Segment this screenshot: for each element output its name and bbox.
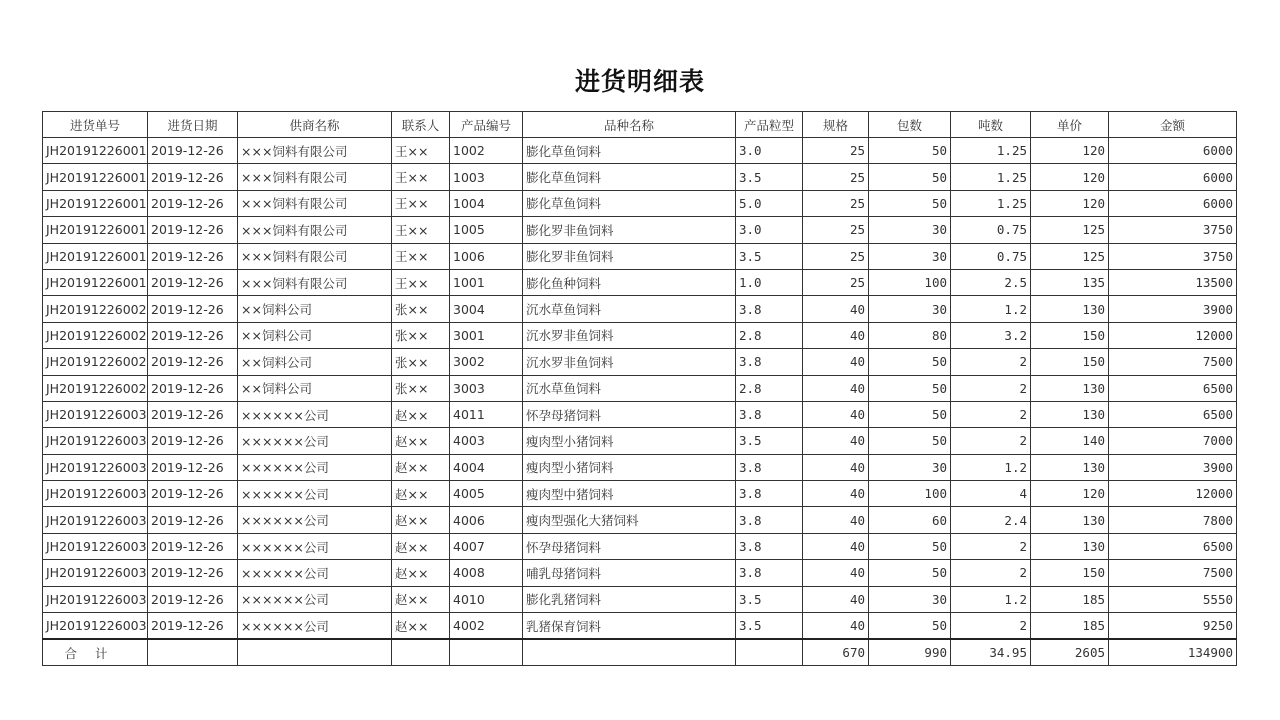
cell-variety[interactable]: 怀孕母猪饲料 <box>523 533 736 559</box>
cell-order-no[interactable]: JH20191226003 <box>43 533 148 559</box>
cell-spec[interactable]: 40 <box>803 375 869 401</box>
cell-date[interactable]: 2019-12-26 <box>148 454 238 480</box>
cell-amount[interactable]: 3750 <box>1109 243 1237 269</box>
cell-packs[interactable]: 50 <box>869 349 951 375</box>
cell-packs[interactable]: 30 <box>869 454 951 480</box>
cell-packs[interactable]: 50 <box>869 138 951 164</box>
cell-packs[interactable]: 60 <box>869 507 951 533</box>
cell-spec[interactable]: 40 <box>803 533 869 559</box>
cell-date[interactable]: 2019-12-26 <box>148 217 238 243</box>
header-amount[interactable]: 金额 <box>1109 112 1237 138</box>
cell-contact[interactable]: 赵×× <box>392 586 450 612</box>
table-row <box>43 269 1237 295</box>
cell-spec[interactable]: 40 <box>803 481 869 507</box>
cell-variety[interactable]: 怀孕母猪饲料 <box>523 401 736 427</box>
cell-packs[interactable]: 100 <box>869 481 951 507</box>
cell-order-no[interactable]: JH20191226002 <box>43 349 148 375</box>
cell-date[interactable]: 2019-12-26 <box>148 560 238 586</box>
cell-amount[interactable]: 12000 <box>1109 481 1237 507</box>
cell-supplier[interactable]: ××××××公司 <box>238 507 392 533</box>
cell-variety[interactable]: 膨化乳猪饲料 <box>523 586 736 612</box>
cell-spec[interactable]: 40 <box>803 322 869 348</box>
cell-order-no[interactable]: JH20191226003 <box>43 401 148 427</box>
cell-unit-price[interactable]: 125 <box>1031 217 1109 243</box>
total-spec[interactable]: 670 <box>803 639 869 666</box>
cell-spec[interactable]: 40 <box>803 560 869 586</box>
table-row <box>43 217 1237 243</box>
table-row <box>43 428 1237 454</box>
cell-date[interactable]: 2019-12-26 <box>148 322 238 348</box>
cell-pellet-size[interactable]: 3.8 <box>736 296 803 322</box>
header-variety[interactable]: 品种名称 <box>523 112 736 138</box>
cell-pellet-size[interactable]: 3.8 <box>736 349 803 375</box>
cell-pellet-size[interactable]: 3.5 <box>736 243 803 269</box>
cell-unit-price[interactable]: 185 <box>1031 586 1109 612</box>
cell-variety[interactable]: 膨化草鱼饲料 <box>523 138 736 164</box>
cell-tons[interactable]: 2.4 <box>951 507 1031 533</box>
cell-date[interactable]: 2019-12-26 <box>148 481 238 507</box>
cell-unit-price[interactable]: 130 <box>1031 533 1109 559</box>
cell-product-code[interactable]: 1006 <box>450 243 523 269</box>
cell-product-code[interactable]: 4002 <box>450 613 523 640</box>
cell-spec[interactable]: 40 <box>803 586 869 612</box>
cell-unit-price[interactable]: 150 <box>1031 322 1109 348</box>
cell-amount[interactable]: 6000 <box>1109 138 1237 164</box>
purchase-detail-table <box>42 111 1237 666</box>
cell-contact[interactable]: 赵×× <box>392 613 450 640</box>
cell-product-code[interactable]: 3001 <box>450 322 523 348</box>
cell-product-code[interactable]: 1003 <box>450 164 523 190</box>
cell-supplier[interactable]: ×××饲料有限公司 <box>238 190 392 216</box>
cell-amount[interactable]: 6500 <box>1109 401 1237 427</box>
total-cell-empty[interactable] <box>736 639 803 666</box>
cell-product-code[interactable]: 4011 <box>450 401 523 427</box>
cell-tons[interactable]: 4 <box>951 481 1031 507</box>
cell-amount[interactable]: 6500 <box>1109 533 1237 559</box>
cell-tons[interactable]: 0.75 <box>951 217 1031 243</box>
cell-date[interactable]: 2019-12-26 <box>148 296 238 322</box>
cell-pellet-size[interactable]: 5.0 <box>736 190 803 216</box>
cell-contact[interactable]: 张×× <box>392 375 450 401</box>
cell-order-no[interactable]: JH20191226003 <box>43 428 148 454</box>
cell-contact[interactable]: 赵×× <box>392 481 450 507</box>
cell-product-code[interactable]: 4007 <box>450 533 523 559</box>
table-row <box>43 454 1237 480</box>
cell-spec[interactable]: 25 <box>803 190 869 216</box>
cell-pellet-size[interactable]: 3.0 <box>736 217 803 243</box>
cell-amount[interactable]: 3900 <box>1109 296 1237 322</box>
cell-order-no[interactable]: JH20191226003 <box>43 481 148 507</box>
cell-amount[interactable]: 7000 <box>1109 428 1237 454</box>
cell-contact[interactable]: 赵×× <box>392 454 450 480</box>
cell-contact[interactable]: 张×× <box>392 296 450 322</box>
table-row <box>43 138 1237 164</box>
cell-unit-price[interactable]: 120 <box>1031 481 1109 507</box>
cell-spec[interactable]: 40 <box>803 428 869 454</box>
cell-supplier[interactable]: ××××××公司 <box>238 401 392 427</box>
total-label[interactable]: 合计 <box>43 639 148 666</box>
table-row <box>43 164 1237 190</box>
cell-variety[interactable]: 膨化草鱼饲料 <box>523 164 736 190</box>
cell-amount[interactable]: 6000 <box>1109 164 1237 190</box>
cell-packs[interactable]: 50 <box>869 560 951 586</box>
cell-supplier[interactable]: ××××××公司 <box>238 481 392 507</box>
cell-order-no[interactable]: JH20191226003 <box>43 560 148 586</box>
cell-tons[interactable]: 2 <box>951 349 1031 375</box>
cell-variety[interactable]: 沉水罗非鱼饲料 <box>523 322 736 348</box>
cell-contact[interactable]: 王×× <box>392 138 450 164</box>
total-price[interactable]: 2605 <box>1031 639 1109 666</box>
cell-supplier[interactable]: ××××××公司 <box>238 613 392 640</box>
cell-product-code[interactable]: 3004 <box>450 296 523 322</box>
cell-spec[interactable]: 25 <box>803 269 869 295</box>
cell-supplier[interactable]: ××饲料公司 <box>238 296 392 322</box>
cell-pellet-size[interactable]: 3.8 <box>736 560 803 586</box>
cell-order-no[interactable]: JH20191226001 <box>43 164 148 190</box>
cell-tons[interactable]: 1.25 <box>951 138 1031 164</box>
cell-spec[interactable]: 25 <box>803 243 869 269</box>
cell-packs[interactable]: 30 <box>869 243 951 269</box>
cell-tons[interactable]: 1.2 <box>951 454 1031 480</box>
cell-variety[interactable]: 沉水草鱼饲料 <box>523 296 736 322</box>
table-row <box>43 586 1237 612</box>
cell-unit-price[interactable]: 150 <box>1031 560 1109 586</box>
cell-pellet-size[interactable]: 3.0 <box>736 138 803 164</box>
cell-contact[interactable]: 张×× <box>392 349 450 375</box>
cell-spec[interactable]: 40 <box>803 507 869 533</box>
total-row <box>43 639 1237 666</box>
cell-unit-price[interactable]: 130 <box>1031 296 1109 322</box>
cell-spec[interactable]: 25 <box>803 138 869 164</box>
cell-order-no[interactable]: JH20191226002 <box>43 322 148 348</box>
cell-product-code[interactable]: 1002 <box>450 138 523 164</box>
cell-product-code[interactable]: 1004 <box>450 190 523 216</box>
cell-contact[interactable]: 赵×× <box>392 401 450 427</box>
cell-packs[interactable]: 80 <box>869 322 951 348</box>
cell-product-code[interactable]: 4010 <box>450 586 523 612</box>
cell-variety[interactable]: 瘦肉型强化大猪饲料 <box>523 507 736 533</box>
cell-packs[interactable]: 50 <box>869 375 951 401</box>
cell-contact[interactable]: 赵×× <box>392 507 450 533</box>
total-cell-empty[interactable] <box>148 639 238 666</box>
cell-date[interactable]: 2019-12-26 <box>148 375 238 401</box>
total-amount[interactable]: 134900 <box>1109 639 1237 666</box>
cell-supplier[interactable]: ××××××公司 <box>238 560 392 586</box>
cell-order-no[interactable]: JH20191226001 <box>43 138 148 164</box>
table-row <box>43 296 1237 322</box>
cell-product-code[interactable]: 3003 <box>450 375 523 401</box>
cell-product-code[interactable]: 4008 <box>450 560 523 586</box>
cell-contact[interactable]: 王×× <box>392 269 450 295</box>
cell-pellet-size[interactable]: 2.8 <box>736 322 803 348</box>
cell-pellet-size[interactable]: 3.5 <box>736 613 803 640</box>
cell-variety[interactable]: 瘦肉型小猪饲料 <box>523 428 736 454</box>
cell-product-code[interactable]: 4003 <box>450 428 523 454</box>
cell-order-no[interactable]: JH20191226001 <box>43 190 148 216</box>
cell-variety[interactable]: 哺乳母猪饲料 <box>523 560 736 586</box>
cell-spec[interactable]: 40 <box>803 613 869 640</box>
cell-supplier[interactable]: ××××××公司 <box>238 428 392 454</box>
table-row <box>43 349 1237 375</box>
cell-variety[interactable]: 沉水草鱼饲料 <box>523 375 736 401</box>
table-row <box>43 243 1237 269</box>
cell-tons[interactable]: 1.2 <box>951 296 1031 322</box>
cell-date[interactable]: 2019-12-26 <box>148 507 238 533</box>
cell-contact[interactable]: 赵×× <box>392 428 450 454</box>
cell-order-no[interactable]: JH20191226003 <box>43 454 148 480</box>
cell-amount[interactable]: 3900 <box>1109 454 1237 480</box>
cell-date[interactable]: 2019-12-26 <box>148 138 238 164</box>
cell-variety[interactable]: 瘦肉型小猪饲料 <box>523 454 736 480</box>
cell-contact[interactable]: 赵×× <box>392 560 450 586</box>
cell-pellet-size[interactable]: 3.8 <box>736 481 803 507</box>
cell-packs[interactable]: 50 <box>869 164 951 190</box>
cell-pellet-size[interactable]: 3.8 <box>736 401 803 427</box>
total-cell-empty[interactable] <box>392 639 450 666</box>
cell-supplier[interactable]: ×××饲料有限公司 <box>238 138 392 164</box>
cell-unit-price[interactable]: 140 <box>1031 428 1109 454</box>
cell-amount[interactable]: 6500 <box>1109 375 1237 401</box>
cell-variety[interactable]: 膨化罗非鱼饲料 <box>523 243 736 269</box>
cell-order-no[interactable]: JH20191226003 <box>43 507 148 533</box>
cell-supplier[interactable]: ××饲料公司 <box>238 349 392 375</box>
cell-contact[interactable]: 赵×× <box>392 533 450 559</box>
cell-amount[interactable]: 7500 <box>1109 560 1237 586</box>
cell-tons[interactable]: 1.2 <box>951 586 1031 612</box>
cell-date[interactable]: 2019-12-26 <box>148 164 238 190</box>
cell-amount[interactable]: 7800 <box>1109 507 1237 533</box>
cell-packs[interactable]: 30 <box>869 296 951 322</box>
cell-supplier[interactable]: ××××××公司 <box>238 586 392 612</box>
cell-unit-price[interactable]: 185 <box>1031 613 1109 640</box>
cell-pellet-size[interactable]: 3.5 <box>736 164 803 190</box>
cell-supplier[interactable]: ×××饲料有限公司 <box>238 217 392 243</box>
cell-variety[interactable]: 膨化草鱼饲料 <box>523 190 736 216</box>
total-cell-empty[interactable] <box>238 639 392 666</box>
cell-supplier[interactable]: ×××饲料有限公司 <box>238 269 392 295</box>
cell-tons[interactable]: 1.25 <box>951 190 1031 216</box>
cell-amount[interactable]: 6000 <box>1109 190 1237 216</box>
cell-amount[interactable]: 5550 <box>1109 586 1237 612</box>
header-supplier[interactable]: 供商名称 <box>238 112 392 138</box>
cell-contact[interactable]: 王×× <box>392 190 450 216</box>
total-cell-empty[interactable] <box>523 639 736 666</box>
cell-amount[interactable]: 13500 <box>1109 269 1237 295</box>
cell-pellet-size[interactable]: 2.8 <box>736 375 803 401</box>
cell-packs[interactable]: 30 <box>869 217 951 243</box>
table-row <box>43 322 1237 348</box>
cell-tons[interactable]: 2 <box>951 428 1031 454</box>
cell-tons[interactable]: 0.75 <box>951 243 1031 269</box>
cell-packs[interactable]: 30 <box>869 586 951 612</box>
cell-contact[interactable]: 王×× <box>392 164 450 190</box>
page-title: 进货明细表 <box>574 67 705 96</box>
cell-pellet-size[interactable]: 3.8 <box>736 454 803 480</box>
cell-tons[interactable]: 2 <box>951 401 1031 427</box>
cell-amount[interactable]: 9250 <box>1109 613 1237 640</box>
total-tons[interactable]: 34.95 <box>951 639 1031 666</box>
cell-variety[interactable]: 膨化罗非鱼饲料 <box>523 217 736 243</box>
table-row <box>43 507 1237 533</box>
cell-contact[interactable]: 王×× <box>392 217 450 243</box>
cell-product-code[interactable]: 3002 <box>450 349 523 375</box>
cell-packs[interactable]: 100 <box>869 269 951 295</box>
cell-spec[interactable]: 25 <box>803 164 869 190</box>
cell-product-code[interactable]: 1001 <box>450 269 523 295</box>
cell-unit-price[interactable]: 130 <box>1031 375 1109 401</box>
cell-order-no[interactable]: JH20191226003 <box>43 586 148 612</box>
cell-packs[interactable]: 50 <box>869 190 951 216</box>
cell-order-no[interactable]: JH20191226001 <box>43 217 148 243</box>
cell-pellet-size[interactable]: 3.8 <box>736 533 803 559</box>
header-pellet-size[interactable]: 产品粒型 <box>736 112 803 138</box>
cell-pellet-size[interactable]: 3.8 <box>736 507 803 533</box>
table-row <box>43 375 1237 401</box>
cell-product-code[interactable]: 4004 <box>450 454 523 480</box>
cell-supplier[interactable]: ××××××公司 <box>238 454 392 480</box>
total-packs[interactable]: 990 <box>869 639 951 666</box>
cell-packs[interactable]: 50 <box>869 401 951 427</box>
cell-tons[interactable]: 1.25 <box>951 164 1031 190</box>
cell-order-no[interactable]: JH20191226002 <box>43 375 148 401</box>
cell-supplier[interactable]: ××××××公司 <box>238 533 392 559</box>
cell-variety[interactable]: 沉水罗非鱼饲料 <box>523 349 736 375</box>
cell-unit-price[interactable]: 120 <box>1031 164 1109 190</box>
cell-variety[interactable]: 乳猪保育饲料 <box>523 613 736 640</box>
cell-unit-price[interactable]: 135 <box>1031 269 1109 295</box>
header-packs[interactable]: 包数 <box>869 112 951 138</box>
cell-unit-price[interactable]: 120 <box>1031 190 1109 216</box>
table-row <box>43 613 1237 640</box>
cell-supplier[interactable]: ××饲料公司 <box>238 322 392 348</box>
cell-date[interactable]: 2019-12-26 <box>148 586 238 612</box>
cell-pellet-size[interactable]: 1.0 <box>736 269 803 295</box>
cell-unit-price[interactable]: 150 <box>1031 349 1109 375</box>
cell-amount[interactable]: 12000 <box>1109 322 1237 348</box>
cell-contact[interactable]: 张×× <box>392 322 450 348</box>
cell-packs[interactable]: 50 <box>869 613 951 640</box>
cell-variety[interactable]: 瘦肉型中猪饲料 <box>523 481 736 507</box>
header-tons[interactable]: 吨数 <box>951 112 1031 138</box>
cell-spec[interactable]: 40 <box>803 401 869 427</box>
table-row <box>43 560 1237 586</box>
cell-date[interactable]: 2019-12-26 <box>148 533 238 559</box>
cell-date[interactable]: 2019-12-26 <box>148 243 238 269</box>
cell-spec[interactable]: 40 <box>803 296 869 322</box>
cell-amount[interactable]: 7500 <box>1109 349 1237 375</box>
cell-product-code[interactable]: 1005 <box>450 217 523 243</box>
cell-supplier[interactable]: ×××饲料有限公司 <box>238 164 392 190</box>
table-row <box>43 401 1237 427</box>
header-unit-price[interactable]: 单价 <box>1031 112 1109 138</box>
cell-order-no[interactable]: JH20191226001 <box>43 243 148 269</box>
table-row <box>43 533 1237 559</box>
cell-tons[interactable]: 2 <box>951 613 1031 640</box>
cell-date[interactable]: 2019-12-26 <box>148 401 238 427</box>
cell-date[interactable]: 2019-12-26 <box>148 190 238 216</box>
cell-spec[interactable]: 40 <box>803 454 869 480</box>
total-cell-empty[interactable] <box>450 639 523 666</box>
cell-unit-price[interactable]: 125 <box>1031 243 1109 269</box>
cell-unit-price[interactable]: 120 <box>1031 138 1109 164</box>
cell-unit-price[interactable]: 130 <box>1031 454 1109 480</box>
cell-spec[interactable]: 40 <box>803 349 869 375</box>
cell-supplier[interactable]: ×××饲料有限公司 <box>238 243 392 269</box>
cell-date[interactable]: 2019-12-26 <box>148 613 238 640</box>
cell-tons[interactable]: 3.2 <box>951 322 1031 348</box>
cell-unit-price[interactable]: 130 <box>1031 507 1109 533</box>
header-product-code[interactable]: 产品编号 <box>450 112 523 138</box>
header-row <box>43 112 1237 138</box>
cell-order-no[interactable]: JH20191226003 <box>43 613 148 640</box>
cell-date[interactable]: 2019-12-26 <box>148 269 238 295</box>
cell-pellet-size[interactable]: 3.5 <box>736 428 803 454</box>
cell-packs[interactable]: 50 <box>869 533 951 559</box>
cell-tons[interactable]: 2 <box>951 533 1031 559</box>
cell-tons[interactable]: 2 <box>951 560 1031 586</box>
table-row <box>43 190 1237 216</box>
cell-unit-price[interactable]: 130 <box>1031 401 1109 427</box>
cell-date[interactable]: 2019-12-26 <box>148 428 238 454</box>
cell-pellet-size[interactable]: 3.5 <box>736 586 803 612</box>
cell-product-code[interactable]: 4005 <box>450 481 523 507</box>
cell-supplier[interactable]: ××饲料公司 <box>238 375 392 401</box>
cell-date[interactable]: 2019-12-26 <box>148 349 238 375</box>
cell-product-code[interactable]: 4006 <box>450 507 523 533</box>
cell-order-no[interactable]: JH20191226001 <box>43 269 148 295</box>
header-contact[interactable]: 联系人 <box>392 112 450 138</box>
table-row <box>43 481 1237 507</box>
header-order-no[interactable]: 进货单号 <box>43 112 148 138</box>
header-spec[interactable]: 规格 <box>803 112 869 138</box>
cell-tons[interactable]: 2 <box>951 375 1031 401</box>
cell-tons[interactable]: 2.5 <box>951 269 1031 295</box>
cell-variety[interactable]: 膨化鱼种饲料 <box>523 269 736 295</box>
cell-packs[interactable]: 50 <box>869 428 951 454</box>
cell-amount[interactable]: 3750 <box>1109 217 1237 243</box>
header-date[interactable]: 进货日期 <box>148 112 238 138</box>
cell-order-no[interactable]: JH20191226002 <box>43 296 148 322</box>
cell-contact[interactable]: 王×× <box>392 243 450 269</box>
cell-spec[interactable]: 25 <box>803 217 869 243</box>
